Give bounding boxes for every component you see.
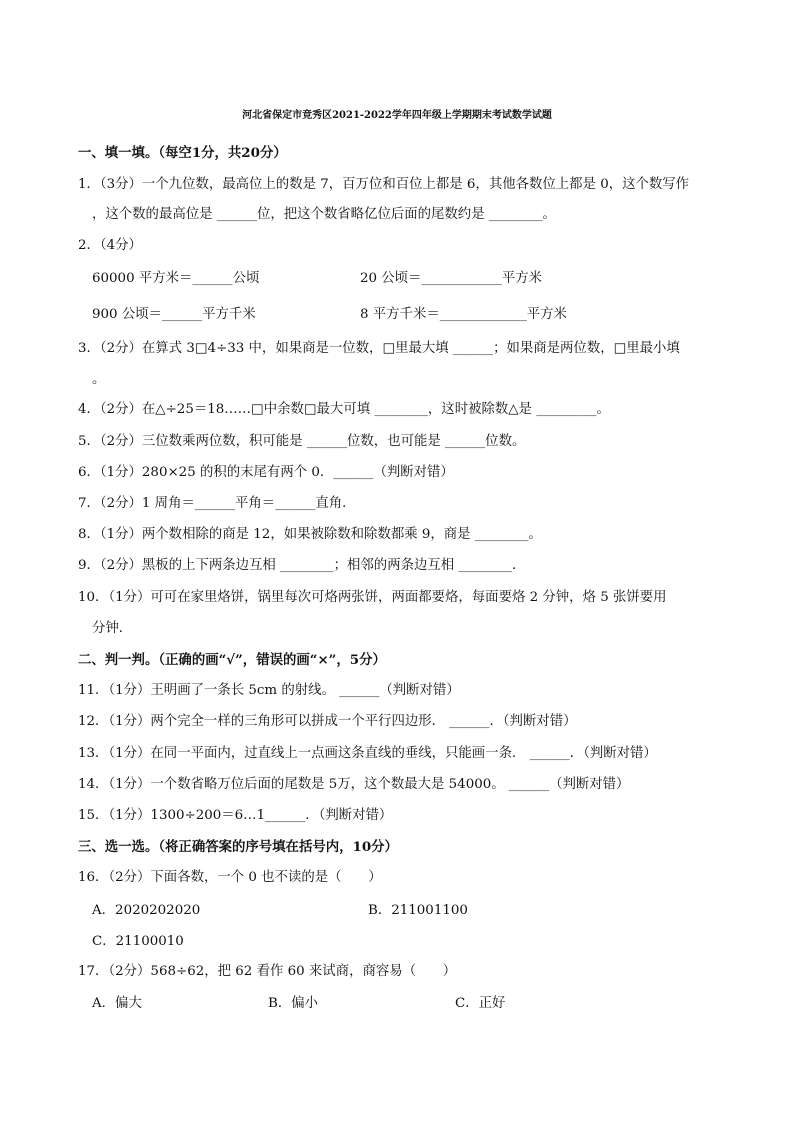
question-3-line-2: 。 <box>92 372 106 387</box>
question-3-line-1: 3．（2分）在算式 3□4÷33 中，如果商是一位数，□里最大填 ______；如果商是两位数，□里最小填 <box>78 341 680 356</box>
question-11: 11．（1分）王明画了一条长 5cm 的射线。 ______（判断对错） <box>78 683 460 698</box>
question-10-line-1: 10．（1分）可可在家里烙饼，锅里每次可烙两张饼，两面都要烙，每面要烙 2 分钟，烙 5 张饼要用 <box>78 590 667 605</box>
question-16-option-a: A．2020202020 <box>92 903 201 918</box>
question-4: 4．（2分）在△÷25＝18……□中余数□最大可填 ________，这时被除数△是 _________。 <box>78 402 610 417</box>
section-heading-1: 一、填一填。（每空1分，共20分） <box>78 145 287 161</box>
question-10-line-2: 分钟． <box>92 621 133 636</box>
question-1-line-1: 1．（3分）一个九位数，最高位上的数是 7，百万位和百位上都是 6，其他各数位上都是 0，这个数写作 <box>78 177 690 192</box>
question-16-stem: 16．（2分）下面各数，一个 0 也不读的是（ ） <box>78 870 382 885</box>
question-9: 9．（2分）黑板的上下两条边互相 ________；相邻的两条边互相 ________． <box>78 558 526 573</box>
question-2-item-a: 60000 平方米＝______公顷 <box>92 271 260 286</box>
question-14: 14．（1分）一个数省略万位后面的尾数是 5万，这个数最大是 54000。 ______（判断对错） <box>78 777 630 792</box>
section-heading-2: 二、判一判。（正确的画“√”，错误的画“×”，5分） <box>78 652 386 668</box>
question-13: 13．（1分）在同一平面内，过直线上一点画这条直线的垂线，只能画一条． ______．（判断对错） <box>78 746 657 761</box>
question-6: 6．（1分）280×25 的积的末尾有两个 0．______（判断对错） <box>78 465 454 480</box>
question-8: 8．（1分）两个数相除的商是 12，如果被除数和除数都乘 9，商是 ________。 <box>78 527 542 542</box>
question-1-line-2: ，这个数的最高位是 ______位，把这个数省略亿位后面的尾数约是 ________。 <box>92 207 556 222</box>
question-17-option-a: A．偏大 <box>92 996 142 1011</box>
exam-title: 河北省保定市竞秀区2021-2022学年四年级上学期期末考试数学试题 <box>242 110 552 121</box>
section-heading-3: 三、选一选。（将正确答案的序号填在括号内，10分） <box>78 839 398 855</box>
question-2-item-d: 8 平方千米＝_____________平方米 <box>360 307 567 322</box>
question-16-option-c: C．21100010 <box>92 934 184 949</box>
question-7: 7．（2分）1 周角＝______平角＝______直角． <box>78 496 356 511</box>
question-15: 15．（1分）1300÷200＝6…1______．（判断对错） <box>78 808 393 823</box>
question-17-option-b: B．偏小 <box>268 996 319 1011</box>
question-2-item-c: 900 公顷＝______平方千米 <box>92 307 256 322</box>
question-2-item-b: 20 公顷＝____________平方米 <box>360 271 542 286</box>
question-16-option-b: B．211001100 <box>368 903 468 918</box>
question-5: 5．（2分）三位数乘两位数，积可能是 ______位数，也可能是 ______位数。 <box>78 434 526 449</box>
question-2-head: 2．（4分） <box>78 238 142 253</box>
question-17-stem: 17．（2分）568÷62，把 62 看作 60 来试商，商容易（ ） <box>78 964 457 979</box>
question-12: 12．（1分）两个完全一样的三角形可以拼成一个平行四边形． ______．（判断对错） <box>78 714 577 729</box>
question-17-option-c: C．正好 <box>455 996 506 1011</box>
